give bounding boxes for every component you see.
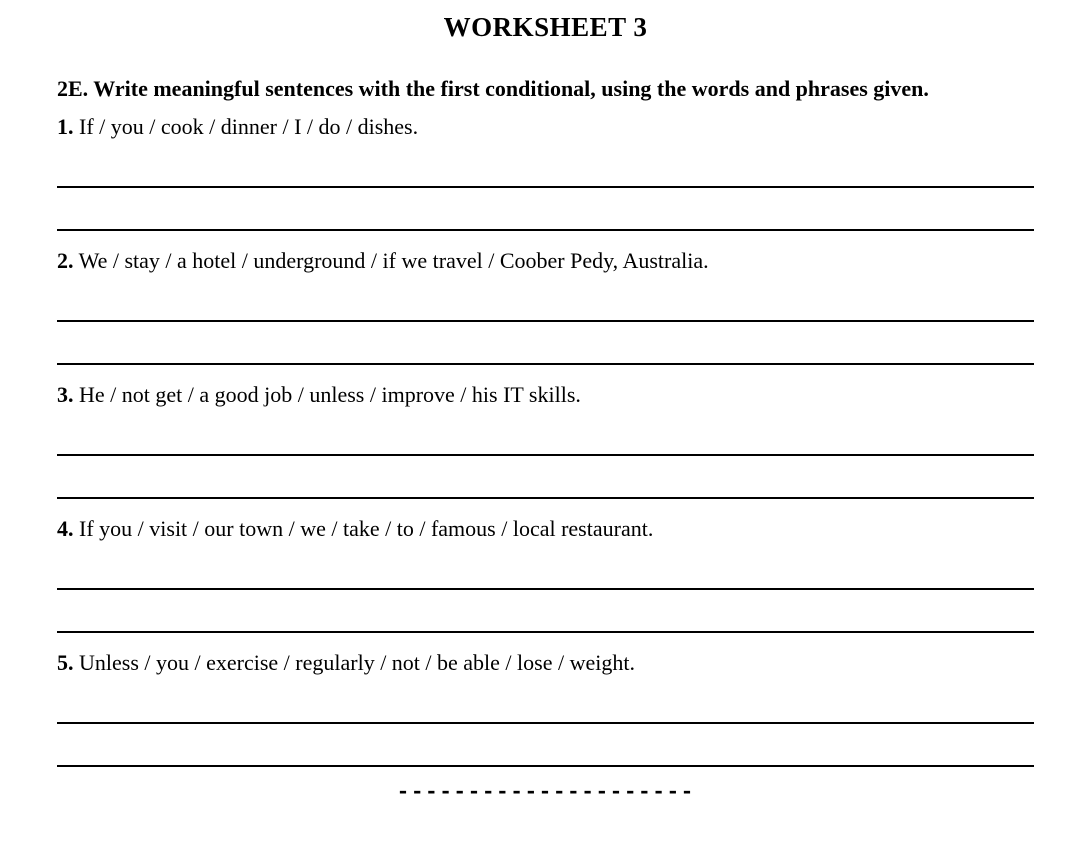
exercise-item-3 [57, 380, 1034, 499]
item-number: 3. [57, 382, 74, 407]
item-prompt [57, 380, 1034, 410]
answer-line [57, 229, 1034, 231]
exercise-item-1 [57, 112, 1034, 231]
answer-line [57, 631, 1034, 633]
page-title: WORKSHEET 3 [443, 12, 648, 42]
answer-line [57, 765, 1034, 767]
answer-line [57, 588, 1034, 590]
answer-line [57, 497, 1034, 499]
answer-line [57, 186, 1034, 188]
item-prompt [57, 648, 1034, 678]
item-number: 2. [57, 248, 74, 273]
item-prompt-text: We / stay / a hotel / underground / if we travel / Coober Pedy, Australia. [78, 248, 709, 273]
item-prompt-text: If you / visit / our town / we / take / to / famous / local restaurant. [79, 516, 654, 541]
exercise-item-5 [57, 648, 1034, 767]
item-prompt-text: If / you / cook / dinner / I / do / dishes. [79, 114, 419, 139]
item-prompt [57, 514, 1034, 544]
item-number: 4. [57, 516, 74, 541]
answer-line [57, 363, 1034, 365]
section-separator: --------------------- [396, 780, 695, 805]
item-number: 1. [57, 114, 74, 139]
item-prompt [57, 112, 1034, 142]
answer-line [57, 454, 1034, 456]
item-prompt [57, 246, 1034, 276]
exercise-instructions: 2E. Write meaningful sentences with the first conditional, using the words and phrases given. [57, 76, 929, 101]
answer-line [57, 320, 1034, 322]
item-prompt-text: Unless / you / exercise / regularly / not / be able / lose / weight. [79, 650, 635, 675]
item-number: 5. [57, 650, 74, 675]
item-prompt-text: He / not get / a good job / unless / improve / his IT skills. [79, 382, 581, 407]
exercise-item-2 [57, 246, 1034, 365]
exercise-item-4 [57, 514, 1034, 633]
answer-line [57, 722, 1034, 724]
